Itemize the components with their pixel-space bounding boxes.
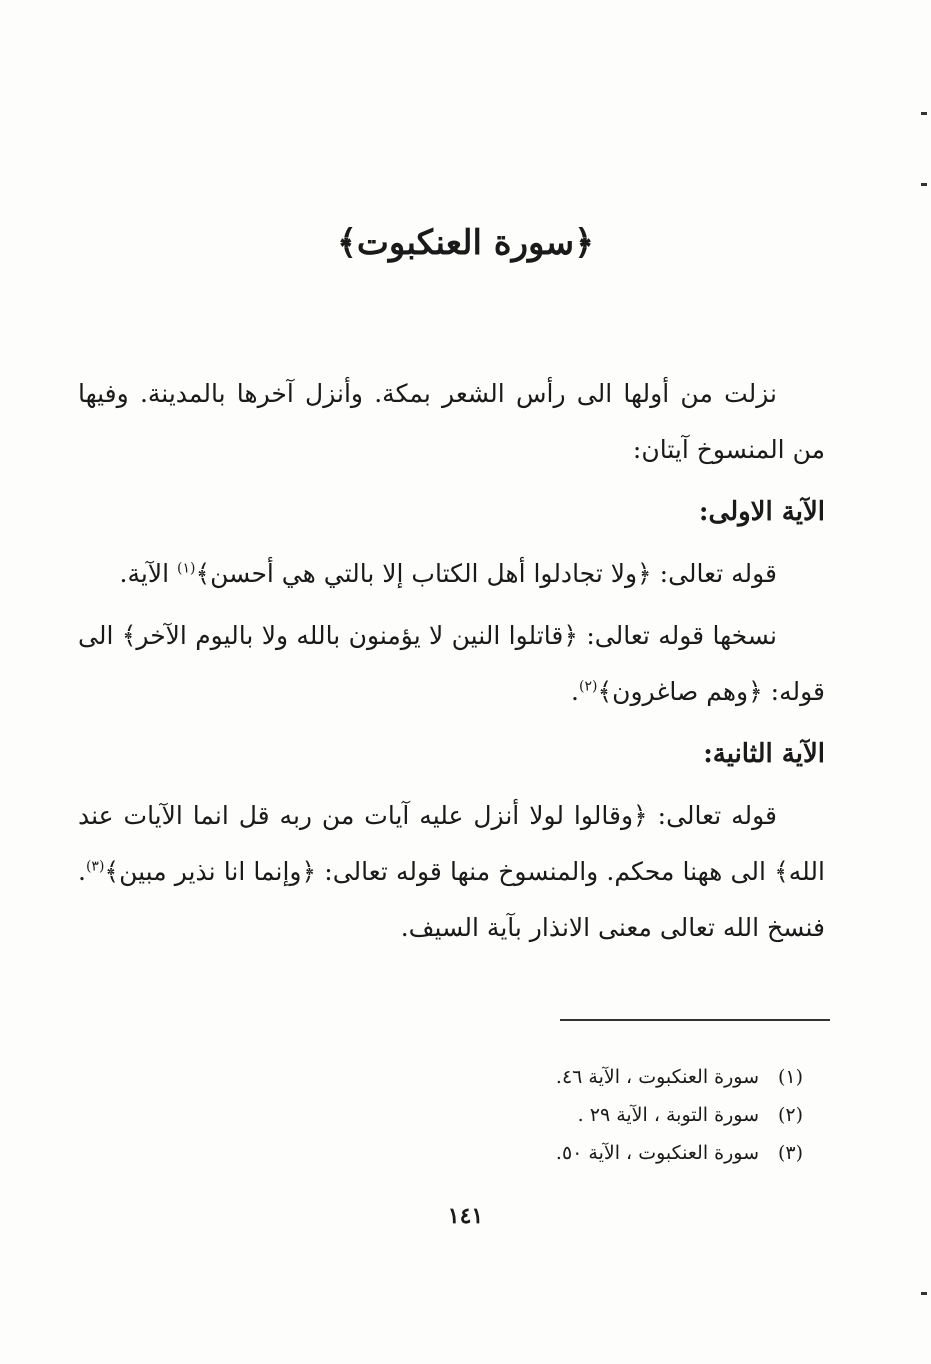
footnote-text: سورة العنكبوت ، الآية ٥٠. <box>555 1142 759 1164</box>
footnote-number: (٣) <box>777 1142 803 1164</box>
footnote-ref-1[interactable]: (١) <box>177 560 196 577</box>
intro-line-2: من المنسوخ آيتان: <box>632 435 825 464</box>
footnote-item <box>400 1058 803 1096</box>
footnote-divider <box>560 1019 830 1021</box>
ayah-2-text: قوله تعالى: ﴿وقالوا لولا أنزل عليه آيات من ربه قل انما الآيات عند الله﴾ الى ههنا محكم. والمنسوخ منها قوله تعالى: ﴿وإنما انا نذير مبين﴾ <box>78 801 825 886</box>
footnotes-list <box>400 1058 803 1172</box>
surah-title: ﴿سورة العنكبوت﴾ <box>336 223 595 263</box>
ayah-2-paragraph <box>78 788 825 956</box>
naskh-1-paragraph <box>78 608 825 720</box>
footnote-item <box>400 1096 803 1134</box>
scan-edge-mark <box>921 183 927 186</box>
footnote-ref-3[interactable]: (٣) <box>85 858 105 875</box>
footnote-number: (١) <box>777 1066 803 1088</box>
ayah-2-tail: . فنسخ الله تعالى معنى الانذار بآية السيف. <box>78 857 825 942</box>
main-text <box>78 366 825 956</box>
footnote-item <box>400 1134 803 1172</box>
ayah-1-text: قوله تعالى: ﴿ولا تجادلوا أهل الكتاب إلا بالتي هي أحسن﴾ <box>195 559 777 588</box>
ayah-1-heading: الآية الاولى: <box>698 497 825 527</box>
footnote-text: سورة العنكبوت ، الآية ٤٦. <box>555 1066 759 1088</box>
footnote-number: (٢) <box>777 1104 803 1126</box>
intro-paragraph <box>78 366 825 478</box>
ayah-2-heading: الآية الثانية: <box>703 739 825 769</box>
ayah-1-paragraph <box>78 546 825 602</box>
footnote-text: سورة التوبة ، الآية ٢٩ . <box>577 1104 759 1126</box>
naskh-1-tail: . <box>571 677 579 706</box>
scan-edge-mark <box>921 112 927 115</box>
page-number: ١٤١ <box>447 1203 484 1229</box>
intro-line-1: نزلت من أولها الى رأس الشعر بمكة. وأنزل آخرها بالمدينة. وفيها <box>78 379 777 408</box>
footnote-ref-2[interactable]: (٢) <box>578 678 598 695</box>
ayah-1-tail: الآية. <box>119 559 177 588</box>
scan-edge-mark <box>921 1292 927 1295</box>
naskh-1-text: نسخها قوله تعالى: ﴿قاتلوا النين لا يؤمنون بالله ولا باليوم الآخر﴾ الى قوله: ﴿وهم صاغرون﴾ <box>78 621 825 706</box>
